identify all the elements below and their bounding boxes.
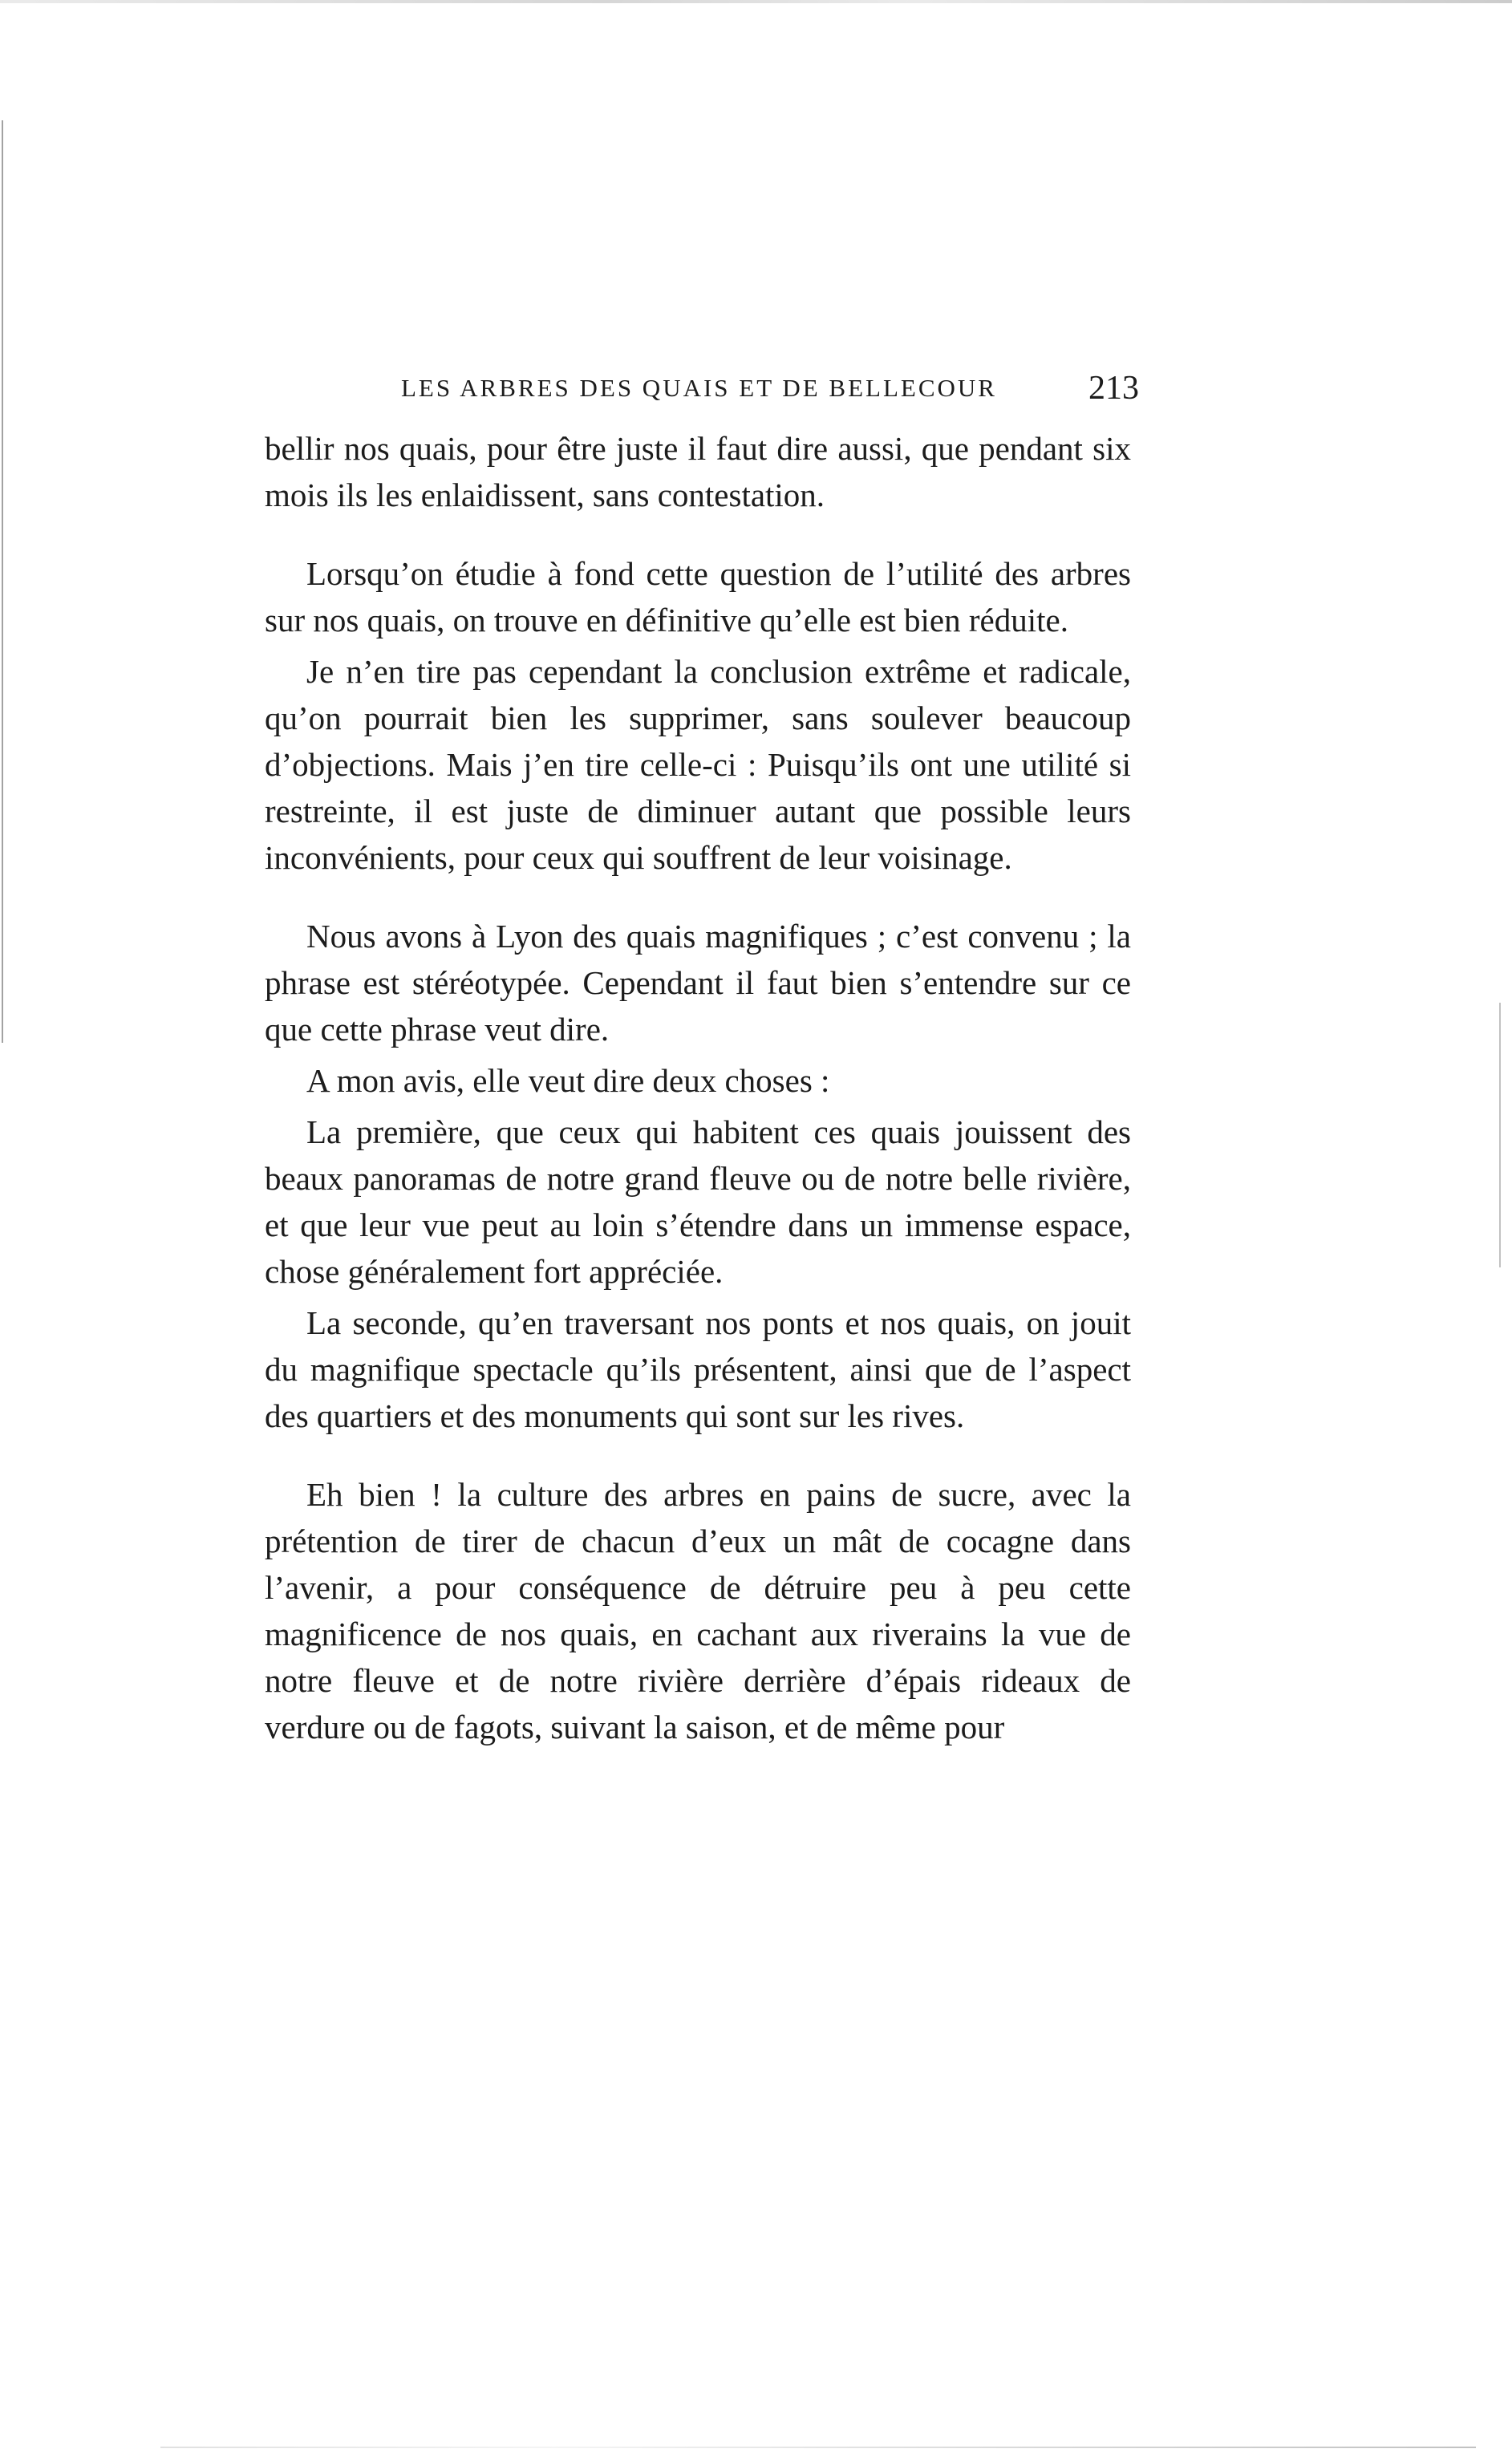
body-text [265,425,1131,1750]
scan-edge-bottom [160,2447,1476,2448]
page-number: 213 [1088,370,1139,407]
running-title: LES ARBRES DES QUAIS ET DE BELLECOUR [401,374,997,402]
paragraph: bellir nos quais, pour être juste il faut dire aussi, que pendant six mois ils les enlaidissent, sans contestation. [265,430,1131,513]
scan-edge-top [0,0,1512,3]
paragraph: Eh bien ! la culture des arbres en pains de sucre, avec la prétention de tirer de chacun d’eux un mât de cocagne dans l’avenir, a pour conséquence de détruire peu à peu cette magnificence de nos quais, en cachant aux riverains la vue de notre fleuve et de notre rivière derrière d’épais rideaux de verdure ou de fagots, suivant la saison, et de même pour [265,1476,1131,1745]
paragraph: Lorsqu’on étudie à fond cette question de l’utilité des arbres sur nos quais, on trouve en définitive qu’elle est bien réduite. [265,555,1131,639]
paragraph: Nous avons à Lyon des quais magnifiques ; c’est convenu ; la phrase est stéréotypée. Cependant il faut bien s’entendre sur ce que cette phrase veut dire. [265,918,1131,1048]
running-header [401,366,1171,414]
scan-edge-left [2,120,3,1043]
scan-edge-right [1499,1003,1501,1267]
paragraph: A mon avis, elle veut dire deux choses : [306,1062,830,1099]
paragraph: Je n’en tire pas cependant la conclusion extrême et radicale, qu’on pourrait bien les supprimer, sans soulever beaucoup d’objections. Mais j’en tire celle-ci : Puisqu’ils ont une utilité si restreinte, il est juste de diminuer autant que possible leurs inconvénients, pour ceux qui souffrent de leur voisinage. [265,653,1131,876]
paragraph: La première, que ceux qui habitent ces quais jouissent des beaux panoramas de notre grand fleuve ou de notre belle rivière, et que leur vue peut au loin s’étendre dans un immense espace, chose généralement fort appréciée. [265,1113,1131,1290]
paragraph: La seconde, qu’en traversant nos ponts et nos quais, on jouit du magnifique spectacle qu’ils présentent, ainsi que de l’aspect des quartiers et des monuments qui sont sur les rives. [265,1304,1131,1434]
